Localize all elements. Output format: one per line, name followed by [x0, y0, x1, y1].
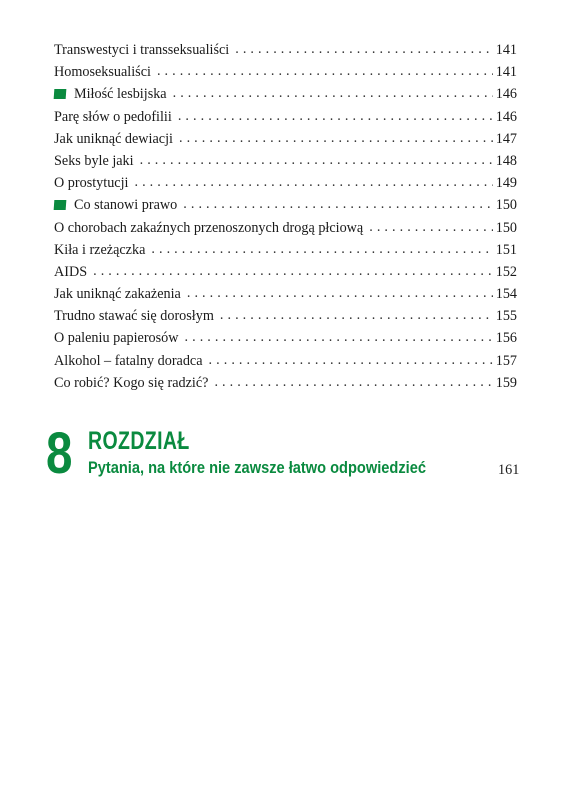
toc-entry[interactable] [54, 261, 517, 283]
toc-entry-title: AIDS [54, 263, 88, 280]
dot-leader [183, 193, 492, 215]
toc-entry-page: 154 [495, 286, 517, 303]
toc-entry-page: 148 [495, 152, 517, 169]
toc-entry-title: Transwestyci i transseksualiści [54, 42, 230, 58]
toc-entry-title: Homoseksualiści [54, 64, 151, 81]
toc-entry-title: Miłość lesbijska [74, 86, 167, 103]
dot-leader [178, 105, 493, 127]
toc-entry-page: 150 [495, 197, 517, 214]
toc-entry-title: Parę słów o pedofilii [54, 108, 172, 125]
dot-leader [157, 60, 493, 82]
toc-entry[interactable] [54, 239, 517, 261]
toc-entry-page: 156 [495, 330, 517, 347]
toc-entry-title: Co robić? Kogo się radzić? [54, 374, 209, 391]
toc-entry-page: 152 [495, 263, 517, 280]
toc-entry[interactable] [54, 305, 517, 327]
dot-leader [220, 304, 493, 326]
toc-entry-title: O paleniu papierosów [54, 330, 179, 347]
dot-leader [134, 171, 492, 193]
toc-entry-title: Trudno stawać się dorosłym [54, 308, 214, 325]
dot-leader [151, 238, 492, 260]
dot-leader [93, 260, 493, 282]
toc-entry-page: 159 [495, 374, 517, 391]
toc-entry-page: 141 [495, 64, 517, 81]
green-square-marker-icon [54, 200, 67, 210]
toc-entry[interactable] [54, 61, 517, 83]
toc-entry-page: 147 [495, 130, 517, 147]
toc-entry-title: O chorobach zakaźnych przenoszonych drogą płciową [54, 219, 364, 236]
toc-entry-title: Co stanowi prawo [74, 197, 178, 214]
toc-entry-page: 141 [495, 42, 517, 58]
dot-leader [173, 82, 493, 104]
toc-entry[interactable] [54, 327, 517, 349]
toc-entry[interactable] [54, 217, 517, 239]
dot-leader [179, 127, 493, 149]
toc-entry-page: 151 [495, 241, 517, 258]
chapter-page-number: 161 [498, 462, 520, 478]
toc-entry[interactable] [54, 39, 517, 61]
green-square-marker-icon [54, 89, 67, 99]
dot-leader [140, 149, 493, 171]
toc-entry[interactable] [54, 150, 517, 172]
table-of-contents [54, 39, 517, 394]
toc-entry-page: 157 [495, 352, 517, 369]
chapter-label: ROZDZIAŁ [88, 427, 190, 455]
toc-entry[interactable] [54, 106, 517, 128]
toc-entry-title: Seks byle jaki [54, 152, 134, 169]
toc-entry-page: 149 [495, 175, 517, 192]
dot-leader [369, 216, 492, 238]
toc-entry[interactable] [54, 83, 517, 105]
toc-entry-title: O prostytucji [54, 175, 129, 192]
dot-leader [209, 349, 493, 371]
chapter-heading[interactable] [46, 421, 526, 488]
toc-entry[interactable] [54, 350, 517, 372]
toc-entry-page: 146 [495, 86, 517, 103]
dot-leader [187, 282, 493, 304]
toc-entry-title: Jak uniknąć zakażenia [54, 286, 181, 303]
chapter-title: Pytania, na które nie zawsze łatwo odpowiedzieć [88, 458, 426, 477]
toc-entry-page: 146 [495, 108, 517, 125]
toc-entry-page: 150 [495, 219, 517, 236]
toc-entry-page: 155 [495, 308, 517, 325]
toc-entry[interactable] [54, 372, 517, 394]
dot-leader [185, 326, 493, 348]
toc-entry-title: Alkohol – fatalny doradca [54, 352, 203, 369]
toc-entry[interactable] [54, 128, 517, 150]
dot-leader [235, 38, 492, 60]
chapter-number: 8 [46, 421, 73, 486]
toc-entry[interactable] [54, 172, 517, 194]
toc-entry[interactable] [54, 194, 517, 216]
toc-entry-title: Jak uniknąć dewiacji [54, 130, 173, 147]
toc-entry-title: Kiła i rzeżączka [54, 241, 146, 258]
toc-entry[interactable] [54, 283, 517, 305]
dot-leader [214, 371, 492, 393]
